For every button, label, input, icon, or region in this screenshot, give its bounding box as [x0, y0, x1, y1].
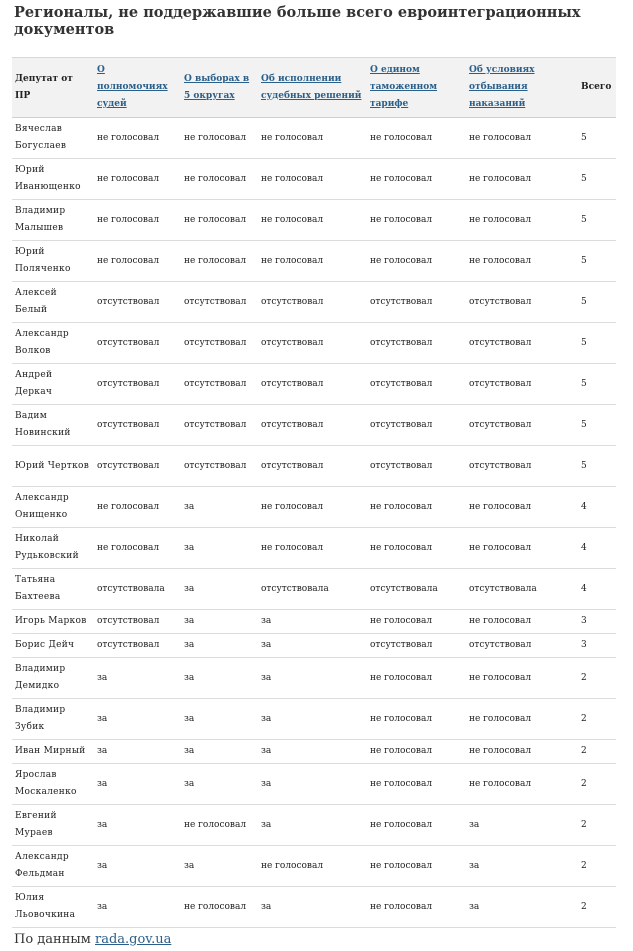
vote-status: за — [181, 487, 258, 528]
deputy-name: Юрий Поляченко — [12, 241, 94, 282]
table-row — [12, 364, 616, 405]
total-count: 2 — [578, 740, 616, 764]
vote-status: не голосовал — [181, 200, 258, 241]
column-link-judges[interactable]: О полномочиях судей — [97, 65, 168, 109]
deputy-name: Юлия Льовочкина — [12, 887, 94, 928]
vote-status: отсутствовал — [181, 446, 258, 487]
deputy-name: Борис Дейч — [12, 634, 94, 658]
table-row — [12, 241, 616, 282]
vote-status: не голосовал — [94, 118, 181, 159]
vote-status: не голосовал — [367, 740, 466, 764]
vote-status: не голосовал — [258, 118, 367, 159]
total-count: 5 — [578, 118, 616, 159]
vote-status: отсутствовал — [466, 405, 578, 446]
column-header-total: Всего — [578, 58, 616, 118]
table-row — [12, 658, 616, 699]
vote-status: не голосовал — [181, 118, 258, 159]
vote-status: не голосовал — [94, 159, 181, 200]
table-row — [12, 118, 616, 159]
vote-status: отсутствовал — [181, 282, 258, 323]
table-row — [12, 405, 616, 446]
vote-status: не голосовал — [94, 528, 181, 569]
vote-status: за — [181, 658, 258, 699]
table-row — [12, 699, 616, 740]
vote-status: не голосовал — [367, 805, 466, 846]
table-row — [12, 487, 616, 528]
total-count: 2 — [578, 764, 616, 805]
vote-status: отсутствовал — [466, 323, 578, 364]
vote-status: не голосовал — [466, 200, 578, 241]
table-row — [12, 446, 616, 487]
column-header-customs-tariff — [367, 58, 466, 118]
total-count: 2 — [578, 699, 616, 740]
vote-status: за — [258, 658, 367, 699]
vote-status: не голосовал — [466, 699, 578, 740]
vote-status: отсутствовал — [181, 323, 258, 364]
table-header-row — [12, 58, 616, 118]
vote-status: отсутствовал — [258, 446, 367, 487]
total-count: 5 — [578, 241, 616, 282]
vote-status: за — [466, 846, 578, 887]
deputy-name: Игорь Марков — [12, 610, 94, 634]
vote-status: не голосовал — [466, 528, 578, 569]
column-header-court-decisions — [258, 58, 367, 118]
total-count: 5 — [578, 364, 616, 405]
vote-status: не голосовал — [367, 528, 466, 569]
deputy-name: Юрий Чертков — [12, 446, 94, 487]
vote-status: за — [181, 740, 258, 764]
vote-status: отсутствовал — [258, 323, 367, 364]
vote-status: отсутствовал — [258, 405, 367, 446]
table-row — [12, 610, 616, 634]
vote-status: отсутствовала — [94, 569, 181, 610]
vote-status: за — [258, 764, 367, 805]
table-row — [12, 282, 616, 323]
vote-status: за — [94, 658, 181, 699]
total-count: 5 — [578, 282, 616, 323]
deputy-name: Николай Рудьковский — [12, 528, 94, 569]
total-count: 2 — [578, 805, 616, 846]
vote-status: за — [94, 764, 181, 805]
table-row — [12, 764, 616, 805]
deputy-name: Александр Волков — [12, 323, 94, 364]
deputy-name: Алексей Белый — [12, 282, 94, 323]
vote-status: не голосовал — [367, 887, 466, 928]
vote-status: за — [181, 846, 258, 887]
vote-status: отсутствовал — [94, 610, 181, 634]
vote-status: отсутствовал — [94, 364, 181, 405]
vote-status: отсутствовал — [367, 364, 466, 405]
vote-status: за — [94, 740, 181, 764]
vote-status: не голосовал — [466, 610, 578, 634]
deputy-name: Вячеслав Богуслаев — [12, 118, 94, 159]
vote-status: отсутствовал — [367, 282, 466, 323]
table-row — [12, 323, 616, 364]
vote-status: не голосовал — [94, 487, 181, 528]
column-link-customs-tariff[interactable]: О едином таможенном тарифе — [370, 65, 438, 109]
total-count: 2 — [578, 887, 616, 928]
vote-status: отсутствовал — [94, 323, 181, 364]
total-count: 3 — [578, 634, 616, 658]
vote-status: отсутствовал — [367, 405, 466, 446]
vote-status: не голосовал — [258, 200, 367, 241]
vote-status: не голосовал — [181, 887, 258, 928]
vote-status: не голосовал — [466, 658, 578, 699]
total-count: 5 — [578, 200, 616, 241]
vote-status: не голосовал — [367, 764, 466, 805]
vote-status: за — [466, 887, 578, 928]
vote-status: не голосовал — [367, 658, 466, 699]
vote-status: не голосовал — [367, 487, 466, 528]
vote-status: за — [181, 764, 258, 805]
vote-status: за — [181, 528, 258, 569]
table-row — [12, 200, 616, 241]
deputy-name: Александр Онищенко — [12, 487, 94, 528]
table-row — [12, 846, 616, 887]
deputy-name: Александр Фельдман — [12, 846, 94, 887]
vote-status: отсутствовал — [258, 364, 367, 405]
vote-status: отсутствовал — [367, 634, 466, 658]
vote-status: не голосовал — [466, 159, 578, 200]
source-link[interactable]: rada.gov.ua — [94, 932, 172, 947]
vote-status: отсутствовал — [94, 446, 181, 487]
vote-status: не голосовал — [466, 241, 578, 282]
deputy-name: Татьяна Бахтеева — [12, 569, 94, 610]
vote-status: отсутствовал — [466, 364, 578, 405]
deputy-name: Вадим Новинский — [12, 405, 94, 446]
vote-status: не голосовал — [258, 487, 367, 528]
vote-status: отсутствовал — [181, 364, 258, 405]
vote-status: отсутствовал — [466, 634, 578, 658]
table-row — [12, 159, 616, 200]
vote-status: не голосовал — [367, 699, 466, 740]
vote-status: не голосовал — [466, 487, 578, 528]
vote-status: отсутствовал — [94, 282, 181, 323]
vote-status: отсутствовала — [466, 569, 578, 610]
total-count: 5 — [578, 159, 616, 200]
vote-status: не голосовал — [367, 610, 466, 634]
vote-status: не голосовал — [367, 241, 466, 282]
vote-status: отсутствовал — [94, 405, 181, 446]
source-note — [14, 932, 171, 947]
vote-status: за — [258, 699, 367, 740]
vote-status: за — [94, 846, 181, 887]
vote-status: отсутствовала — [258, 569, 367, 610]
column-header-elections — [181, 58, 258, 118]
vote-status: не голосовал — [181, 159, 258, 200]
vote-status: отсутствовал — [466, 446, 578, 487]
column-link-elections[interactable]: О выборах в 5 округах — [184, 73, 250, 101]
column-header-punishment — [466, 58, 578, 118]
vote-status: не голосовал — [466, 740, 578, 764]
vote-status: за — [94, 805, 181, 846]
vote-status: за — [258, 740, 367, 764]
vote-status: отсутствовала — [367, 569, 466, 610]
deputy-name: Владимир Малышев — [12, 200, 94, 241]
deputy-name: Иван Мирный — [12, 740, 94, 764]
vote-status: не голосовал — [466, 764, 578, 805]
vote-status: за — [181, 610, 258, 634]
table-row — [12, 887, 616, 928]
total-count: 3 — [578, 610, 616, 634]
table-row — [12, 528, 616, 569]
vote-status: за — [181, 569, 258, 610]
vote-status: не голосовал — [466, 118, 578, 159]
column-link-punishment[interactable]: Об условиях отбывания наказаний — [469, 65, 535, 109]
source-prefix: По данным — [14, 932, 91, 947]
total-count: 2 — [578, 846, 616, 887]
deputy-name: Евгений Мураев — [12, 805, 94, 846]
column-header-deputy: Депутат от ПР — [12, 58, 94, 118]
vote-status: за — [181, 699, 258, 740]
vote-status: не голосовал — [367, 200, 466, 241]
deputy-name: Владимир Зубик — [12, 699, 94, 740]
deputy-name: Андрей Деркач — [12, 364, 94, 405]
total-count: 4 — [578, 528, 616, 569]
table-row — [12, 805, 616, 846]
vote-status: за — [181, 634, 258, 658]
vote-status: не голосовал — [181, 805, 258, 846]
table-row — [12, 569, 616, 610]
vote-status: не голосовал — [367, 118, 466, 159]
deputy-name: Ярослав Москаленко — [12, 764, 94, 805]
vote-status: за — [466, 805, 578, 846]
deputy-name: Юрий Иванющенко — [12, 159, 94, 200]
total-count: 4 — [578, 487, 616, 528]
column-link-court-decisions[interactable]: Об исполнении судебных решений — [261, 73, 362, 101]
vote-status: не голосовал — [181, 241, 258, 282]
column-header-judges — [94, 58, 181, 118]
vote-status: отсутствовал — [466, 282, 578, 323]
deputy-name: Владимир Демидко — [12, 658, 94, 699]
total-count: 5 — [578, 446, 616, 487]
vote-status: не голосовал — [94, 241, 181, 282]
vote-status: не голосовал — [258, 241, 367, 282]
vote-status: не голосовал — [258, 528, 367, 569]
vote-status: за — [258, 887, 367, 928]
table-row — [12, 634, 616, 658]
total-count: 4 — [578, 569, 616, 610]
table-row — [12, 740, 616, 764]
vote-status: не голосовал — [258, 159, 367, 200]
vote-status: отсутствовал — [181, 405, 258, 446]
vote-status: за — [258, 634, 367, 658]
total-count: 5 — [578, 405, 616, 446]
vote-status: отсутствовал — [367, 446, 466, 487]
vote-status: за — [258, 610, 367, 634]
vote-status: не голосовал — [367, 846, 466, 887]
vote-status: не голосовал — [94, 200, 181, 241]
vote-status: отсутствовал — [94, 634, 181, 658]
vote-status: не голосовал — [367, 159, 466, 200]
vote-status: за — [94, 699, 181, 740]
total-count: 5 — [578, 323, 616, 364]
votes-table — [12, 57, 616, 928]
vote-status: за — [94, 887, 181, 928]
page-title: Регионалы, не поддержавшие больше всего евроинтеграционных документов — [14, 4, 581, 38]
vote-status: отсутствовал — [367, 323, 466, 364]
vote-status: не голосовал — [258, 846, 367, 887]
vote-status: за — [258, 805, 367, 846]
vote-status: отсутствовал — [258, 282, 367, 323]
total-count: 2 — [578, 658, 616, 699]
